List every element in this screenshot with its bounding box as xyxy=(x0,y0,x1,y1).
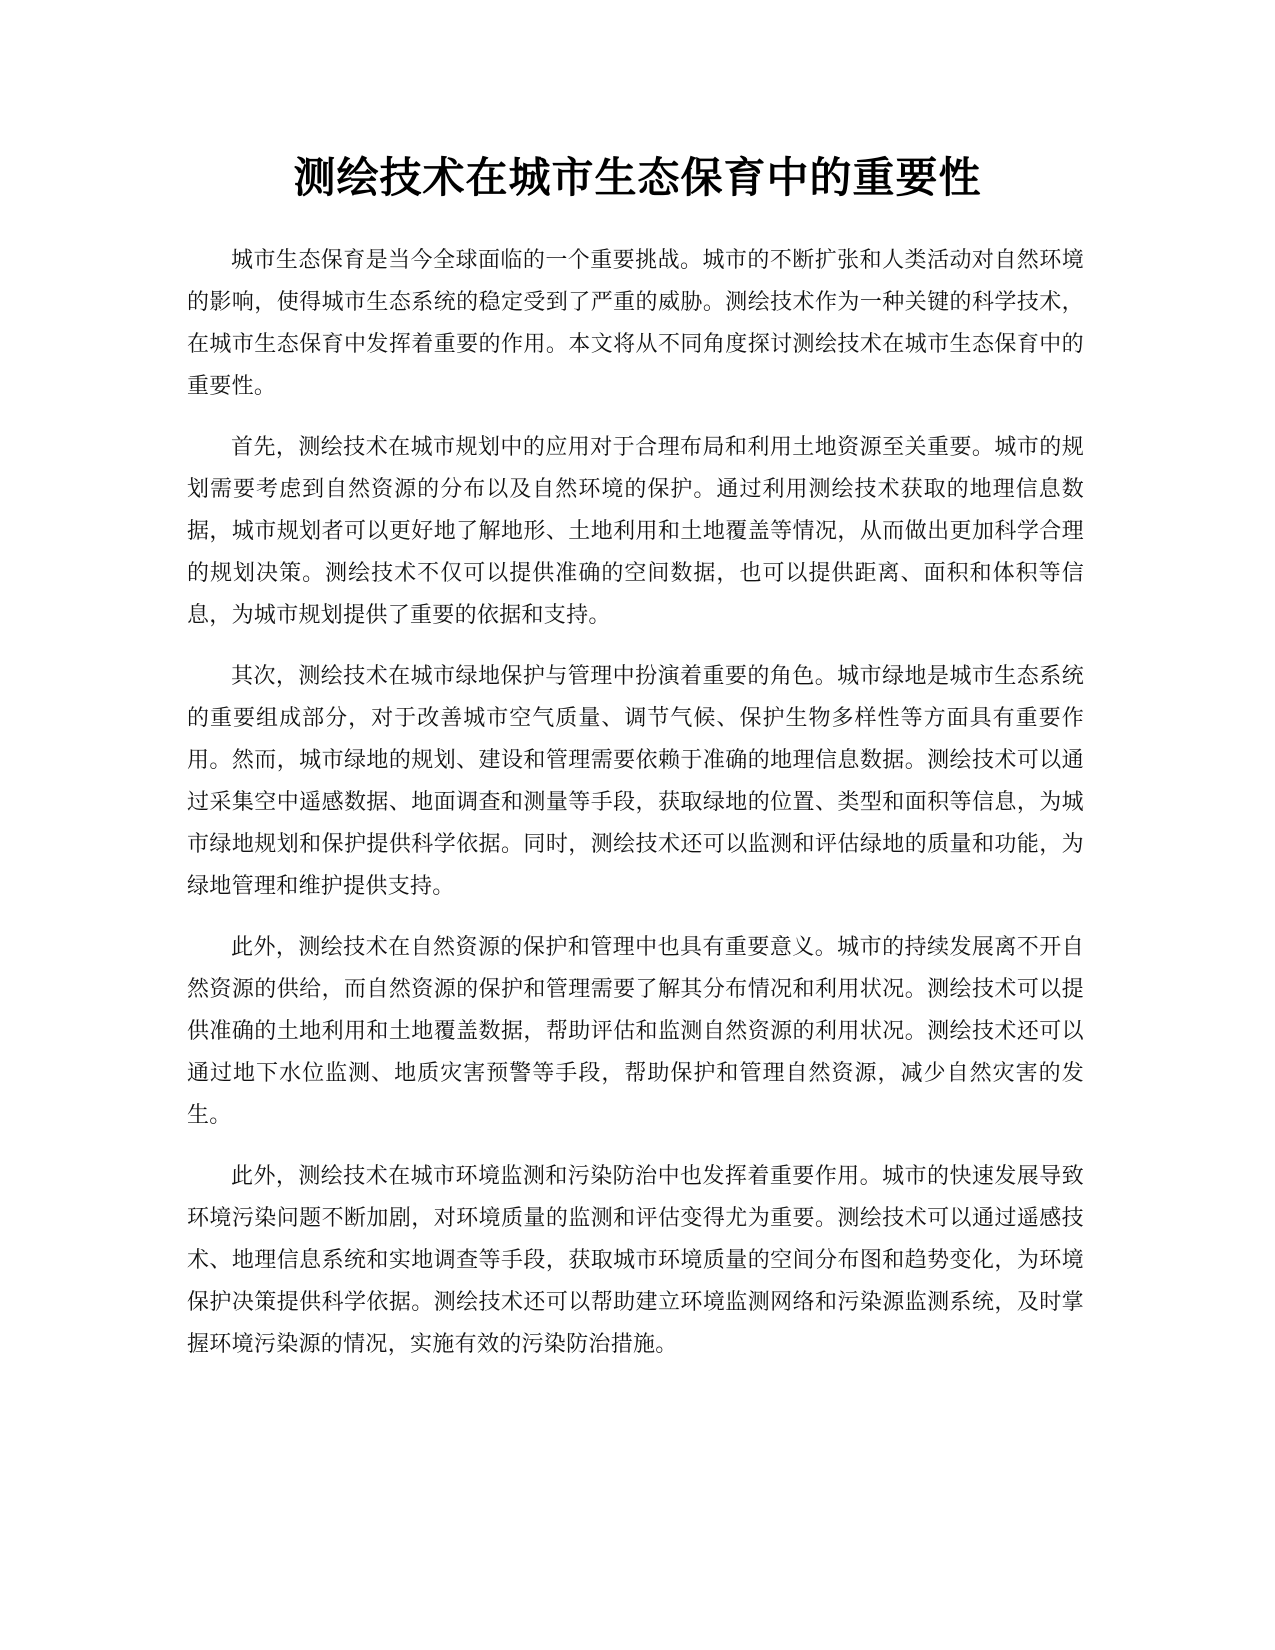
document-body xyxy=(187,240,1084,1385)
paragraph-environment-monitoring: 此外，测绘技术在城市环境监测和污染防治中也发挥着重要作用。城市的快速发展导致环境污染问题不断加剧，对环境质量的监测和评估变得尤为重要。测绘技术可以通过遥感技术、地理信息系统和实地调查等手段，获取城市环境质量的空间分布图和趋势变化，为环境保护决策提供科学依据。测绘技术还可以帮助建立环境监测网络和污染源监测系统，及时掌握环境污染源的情况，实施有效的污染防治措施。 xyxy=(187,1164,1084,1357)
document-title: 测绘技术在城市生态保育中的重要性 xyxy=(293,153,982,202)
paragraph-intro: 城市生态保育是当今全球面临的一个重要挑战。城市的不断扩张和人类活动对自然环境的影响，使得城市生态系统的稳定受到了严重的威胁。测绘技术作为一种关键的科学技术，在城市生态保育中发挥着重要的作用。本文将从不同角度探讨测绘技术在城市生态保育中的重要性。 xyxy=(187,248,1084,399)
paragraph-urban-planning: 首先，测绘技术在城市规划中的应用对于合理布局和利用土地资源至关重要。城市的规划需要考虑到自然资源的分布以及自然环境的保护。通过利用测绘技术获取的地理信息数据，城市规划者可以更好地了解地形、土地利用和土地覆盖等情况，从而做出更加科学合理的规划决策。测绘技术不仅可以提供准确的空间数据，也可以提供距离、面积和体积等信息，为城市规划提供了重要的依据和支持。 xyxy=(187,435,1084,628)
paragraph-green-space: 其次，测绘技术在城市绿地保护与管理中扮演着重要的角色。城市绿地是城市生态系统的重要组成部分，对于改善城市空气质量、调节气候、保护生物多样性等方面具有重要作用。然而，城市绿地的规划、建设和管理需要依赖于准确的地理信息数据。测绘技术可以通过采集空中遥感数据、地面调查和测量等手段，获取绿地的位置、类型和面积等信息，为城市绿地规划和保护提供科学依据。同时，测绘技术还可以监测和评估绿地的质量和功能，为绿地管理和维护提供支持。 xyxy=(187,664,1084,899)
paragraph-natural-resources: 此外，测绘技术在自然资源的保护和管理中也具有重要意义。城市的持续发展离不开自然资源的供给，而自然资源的保护和管理需要了解其分布情况和利用状况。测绘技术可以提供准确的土地利用和土地覆盖数据，帮助评估和监测自然资源的利用状况。测绘技术还可以通过地下水位监测、地质灾害预警等手段，帮助保护和管理自然资源，减少自然灾害的发生。 xyxy=(187,935,1084,1128)
